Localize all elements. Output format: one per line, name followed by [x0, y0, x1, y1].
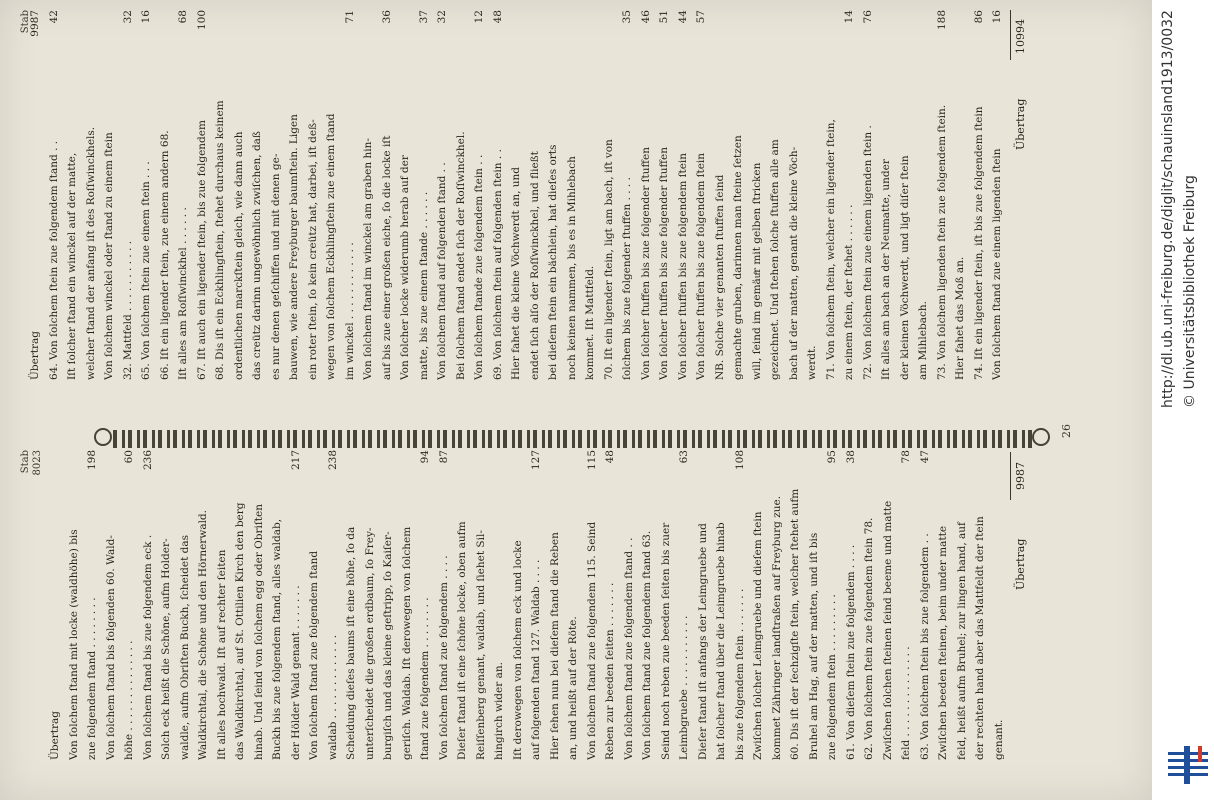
line-text: wegen von ſolchem Eckhlingſtein zue einem ſtand [325, 113, 337, 380]
text-line [603, 450, 617, 760]
text-line [731, 10, 745, 380]
line-text: Hier fahet das Moß an. [954, 256, 966, 380]
text-line [916, 10, 930, 380]
line-text: feld . . . . . . . . . . . . . . [900, 646, 912, 760]
line-text: der kleinen Vöchwerdt, und ligt diſer ſtein [898, 155, 911, 380]
text-line [400, 450, 414, 760]
line-text: Scheidung dieſes baums iſt eine höhe, ſo da [345, 526, 357, 760]
text-line [213, 10, 227, 380]
text-line [435, 10, 449, 380]
line-text: 32. Mattfeld . . . . . . . . . . . [121, 240, 134, 380]
line-text: an, und heißt auf der Röte. [567, 616, 579, 760]
line-text: welcher ſtand der anfang iſt des Roſſwinckhels. [84, 126, 97, 380]
text-line [733, 450, 747, 760]
text-line [677, 450, 691, 760]
line-text: Iſt alles hochwald. Iſt auf rechter ſeiten [215, 549, 228, 760]
stab-value: 115 [585, 450, 598, 471]
text-line [361, 10, 375, 380]
line-text: Von ſolchem ſtand auf folgenden ſtand . . [436, 162, 448, 380]
line-text: kommet Zähringer landſtraßen auf Freyburg zue. [770, 495, 783, 760]
line-text: NB. Solche vier genanten ſtuffen ſeind [713, 174, 726, 380]
stab-value: 14 [843, 10, 855, 24]
text-line [363, 450, 377, 760]
line-text: Von ſolcher ſtuffen bis zue folgendem ſtein [676, 152, 689, 380]
line-text: der rechten hand aber das Mattfeldt der ſtein [974, 516, 986, 760]
line-text: genant. [992, 719, 1005, 760]
line-text: Zwiſchen beeden ſteinen, beim under matte [937, 525, 949, 760]
stab-value: 46 [639, 10, 652, 24]
text-line [990, 10, 1004, 380]
line-text: Zwiſchen ſolchen ſteinen ſeind beeme und matte [881, 500, 894, 760]
university-library-logo [1164, 744, 1210, 786]
stab-value: 9987 [29, 10, 41, 37]
stab-value: 37 [417, 10, 430, 24]
line-text: Von ſolchem ſtand zue folgendem 115. Seind [585, 521, 598, 760]
text-line [252, 450, 266, 760]
text-line [805, 10, 819, 380]
line-text: feld, heißt aufm Bruhel; zur lingen hand, auf [955, 522, 968, 760]
line-text: Von ſolchem ſtand zue folgendem ſtand 63. [641, 530, 653, 760]
stab-value: 87 [437, 450, 450, 464]
text-line [992, 450, 1006, 760]
text-line [862, 450, 876, 760]
line-text: endet ſich alſo der Roſſwinckhel, und fließt [528, 151, 541, 380]
line-text: Reben zur beeden ſeiten . . . . . . . [604, 582, 616, 760]
line-text: 61. Von dieſem ſtein zue folgendem . . . . [844, 544, 857, 760]
text-line [418, 450, 432, 760]
text-line [122, 450, 136, 760]
text-line [898, 10, 912, 380]
stab-value: 36 [380, 10, 393, 24]
line-text: es nur denen geſchiffen und mit denen ge- [269, 153, 282, 380]
text-line [936, 450, 950, 760]
text-line [842, 10, 856, 380]
line-text: im winckel . . . . . . . . . . . . [343, 242, 356, 380]
line-text: gezeichnet. Und ſtehen ſolche ſtuffen alle am [769, 139, 781, 380]
stab-value: 188 [935, 10, 948, 31]
text-line [196, 450, 210, 760]
carry-in-value: 8023 [32, 450, 43, 476]
text-line [696, 450, 710, 760]
text-line [973, 450, 987, 760]
line-text: Von ſolcher locke widerumb herab auf der [399, 155, 411, 380]
line-text: zue folgendem ſtand . . . . . . . . [86, 597, 98, 760]
text-line [657, 10, 671, 380]
stab-value: 127 [530, 450, 542, 471]
line-text: Übertrag [29, 330, 41, 380]
text-line [102, 10, 116, 380]
text-line [918, 450, 932, 760]
text-line [787, 10, 801, 380]
line-text: Iſt derowegen von ſolchem eck und locke [511, 540, 524, 760]
text-line [713, 10, 727, 380]
stab-value: 76 [861, 10, 874, 24]
text-line [343, 10, 357, 380]
text-line [28, 10, 42, 380]
line-text: Von ſolchem ſtand zue folgendem ſtand . . [622, 537, 635, 760]
line-text: 60. Dis iſt der ſechzigſte ſtein, welcher ſtehet aufm [789, 488, 801, 760]
text-line [289, 450, 303, 760]
text-line [639, 10, 653, 380]
stab-value: 95 [826, 450, 838, 464]
line-text: unterſcheidet die großen erdbaum, ſo Frey- [363, 527, 376, 760]
line-text: 74. Iſt ein ligender ſtein, iſt bis zue folgendem ſtein [972, 106, 985, 380]
text-line [844, 450, 858, 760]
stab-value: 32 [121, 10, 134, 24]
line-text: Von ſolcher ſtuffen bis zue folgendem ſtein [695, 152, 707, 380]
stab-value: 198 [86, 450, 98, 471]
line-text: Dieſer ſtand iſt anfangs der Leimgruebe und [696, 523, 709, 760]
line-text: 63. Von ſolchem ſtein bis zue folgendem . . [918, 533, 931, 760]
text-line [546, 10, 560, 380]
source-url[interactable]: http://dl.ub.uni-freiburg.de/diglit/schauinsland1913/0032 [1160, 10, 1176, 408]
line-text: 70. Iſt ein ligender ſtein, ligt am bach, iſt von [602, 139, 615, 380]
line-text: Von ſolchem ſtand bis zue folgendem eck . [141, 534, 154, 760]
text-line [602, 10, 616, 380]
stab-value: 47 [918, 450, 931, 464]
line-text: Leimbgruebe . . . . . . . . . . . [678, 615, 690, 760]
text-line [84, 10, 98, 380]
text-line [326, 450, 340, 760]
text-line [807, 450, 821, 760]
stab-value: 32 [436, 10, 448, 24]
text-line [269, 10, 283, 380]
line-text: Seind noch reben zue beeden ſeiten bis zuer [659, 522, 672, 760]
text-line [565, 10, 579, 380]
line-text: 73. Von ſolchem ligenden ſtein zue folgendem ſtein. [935, 104, 948, 380]
stab-header: Stab [20, 10, 31, 34]
stab-value: 108 [733, 450, 746, 471]
stab-value: 68 [177, 10, 189, 24]
stab-value: 12 [473, 10, 485, 24]
stab-value: 94 [419, 450, 431, 464]
text-line [879, 10, 893, 380]
stab-value: 60 [123, 450, 135, 464]
line-text: bis zue folgendem ſtein . . . . . . . [733, 588, 746, 760]
text-line [972, 10, 986, 380]
stab-value: 100 [195, 10, 208, 31]
text-line [47, 10, 61, 380]
text-line [566, 450, 580, 760]
line-text: Von ſolchem ſtande zue folgendem ſtein . . [473, 154, 485, 380]
line-text: geriſch. Waldab. Iſt derowegen von ſolchem [400, 526, 413, 760]
sum-rule [1010, 10, 1011, 60]
text-line [585, 450, 599, 760]
sum-rule [1010, 452, 1011, 500]
text-line [176, 10, 190, 380]
text-line [159, 450, 173, 760]
stab-value: 86 [972, 10, 985, 24]
line-text: das Waldkirchtal, auf St. Ottilien Kirch den berg [234, 502, 246, 760]
line-text: Von ſolchem ſtand zue einem ligenden ſtein [991, 148, 1003, 380]
stab-value: 57 [695, 10, 707, 24]
text-line [250, 10, 264, 380]
line-text: zu einem ſtein, der ſtehet . . . . . . [843, 204, 855, 380]
text-line [454, 10, 468, 380]
stab-value: 16 [140, 10, 152, 24]
stab-value: 42 [47, 10, 60, 24]
text-line [85, 450, 99, 760]
text-line [306, 10, 320, 380]
text-line [768, 10, 782, 380]
line-text: Von ſolcher ſtuffen bis zue folgender ſtuffen [658, 147, 670, 380]
text-line [48, 450, 62, 760]
text-line [899, 450, 913, 760]
line-text: burgiſch und das kleine geſtripp, ſo Kaiſer- [382, 531, 394, 760]
line-text: Von ſolchem ſtand mit locke (waldhöhe) bis [67, 529, 80, 760]
line-text: der Hölder Wald genant . . . . . . . [289, 585, 302, 760]
stab-value: 51 [658, 10, 670, 24]
sidebar-text-block [1152, 0, 1214, 800]
line-text: Von ſolchem ſtand zue folgendem ſtand [308, 550, 320, 760]
line-text: Von ſolchem ſtand im winckel am graben hin- [362, 138, 374, 380]
copyright-notice: © Universitätsbibliothek Freiburg [1182, 175, 1198, 408]
line-text: will, ſeind im gemäuͤr mit gelben ſtricken [750, 162, 763, 380]
text-line [195, 10, 209, 380]
stab-value: 48 [491, 10, 504, 24]
carry-out-value: 9987 [1014, 462, 1027, 490]
text-line [511, 450, 525, 760]
text-line [178, 450, 192, 760]
line-text: Zwiſchen ſolcher Leimgruebe und dieſem ſtein [752, 511, 764, 760]
line-text: Von ſolcher ſtuffen bis zue folgender ſtuffen [639, 147, 652, 380]
text-line [861, 10, 875, 380]
line-text: 62. Von ſolchem ſtein zue folgendem ſtein 78. [863, 517, 875, 760]
line-text: bauwen, wie andere Freyburger baumſtein. Ligen [288, 114, 300, 380]
line-text: gemachte gruben, darinnen man ſteine ſetzen [732, 135, 744, 380]
line-text: Bruhel am Hag, auf der matten, und iſt bis [807, 532, 820, 760]
carry-out-value: 10994 [1014, 19, 1027, 54]
text-line [881, 450, 895, 760]
ornamental-divider [112, 430, 1032, 448]
line-text: ordentlichen marckſtein gleich, wie dann auch [232, 131, 245, 380]
text-line [676, 10, 690, 380]
line-text: hinab. Und ſeind von ſolchem egg oder Obriſten [252, 504, 265, 760]
text-line [770, 450, 784, 760]
line-text: werdt. [806, 345, 818, 380]
text-line [474, 450, 488, 760]
line-text: das creütz darinn ungewöhnlich zwiſchen, daß [251, 131, 263, 380]
line-text: Solch eck heißt die Schöne, aufm Holder- [160, 538, 172, 760]
text-line [491, 10, 505, 380]
text-line [215, 450, 229, 760]
text-line [417, 10, 431, 380]
text-line [380, 10, 394, 380]
line-text: Waldkirchtal, die Schöne und den Hörnerwald. [197, 510, 209, 760]
line-text: Hier ſehen nun bei dieſem ſtand die Reben [548, 532, 561, 760]
text-line [788, 450, 802, 760]
text-line [714, 450, 728, 760]
text-line [287, 10, 301, 380]
text-line [750, 10, 764, 380]
line-text: 68. Dis iſt ein Eckhlingſtein, ſtehet durchaus keinem [214, 100, 226, 380]
stab-value: 48 [604, 450, 616, 464]
stab-value: 78 [900, 450, 912, 464]
text-line [307, 450, 321, 760]
line-text: kommet. Iſt Mattfeld. [584, 265, 596, 380]
text-line [694, 10, 708, 380]
text-line [141, 450, 155, 760]
text-line [640, 450, 654, 760]
text-line [121, 10, 135, 380]
text-line [622, 450, 636, 760]
line-text: ſtand zue folgendem . . . . . . . . [419, 597, 431, 760]
line-text: zue folgendem ſtein . . . . . . . . . [826, 594, 838, 760]
line-text: hat ſolcher ſtand über die Leimgruebe hinab [715, 522, 727, 760]
line-text: Buckh bis zue folgendem ſtand, alles waldab, [271, 518, 283, 760]
line-text: noch keinen nammen, bis es in Mihlebach [565, 156, 578, 380]
text-line [620, 10, 634, 380]
text-line [65, 10, 79, 380]
line-text: bach uf der matten, genant die kleine Vöch- [787, 146, 800, 380]
text-line [324, 10, 338, 380]
text-line [344, 450, 358, 760]
line-text: Iſt ſolcher ſtand ein winckel auf der matte, [66, 152, 78, 380]
text-line [492, 450, 506, 760]
line-text: matte, bis zue einem ſtande . . . . . . [417, 191, 430, 380]
line-text: waldle, aufm Obriſten Buckh, ſcheidet das [178, 534, 191, 760]
line-text: Iſt alles am Roſſwinckhel . . . . . . [177, 207, 189, 380]
line-text: Von ſolchem winckel oder ſtand zu einem ſtein [103, 132, 115, 380]
line-text: 66. Iſt ein ligender ſtein, zue einem andern 68. [158, 130, 171, 380]
line-text: waldab . . . . . . . . . . . . . [326, 634, 339, 760]
stab-value: 16 [991, 10, 1003, 24]
line-text: ſolchem bis zue folgender ſtuffen . . . . [621, 177, 633, 380]
text-line [953, 10, 967, 380]
text-line [751, 450, 765, 760]
line-text: hingirch wider an. [493, 662, 505, 760]
stab-value: 236 [141, 450, 154, 471]
line-text: 69. Von ſolchem ſtein auf folgenden ſtein . . [491, 149, 504, 380]
line-text: Übertrag [49, 710, 61, 760]
stab-value: 38 [844, 450, 857, 464]
text-line [935, 10, 949, 380]
text-line [398, 10, 412, 380]
text-line [455, 450, 469, 760]
stab-header: Stab [20, 450, 31, 474]
stab-value: 217 [289, 450, 302, 471]
text-line [528, 10, 542, 380]
line-text: Von ſolchem ſtand zue folgendem . . . . [437, 555, 450, 760]
text-line [824, 10, 838, 380]
line-text: bei dieſem ſtein ein bächlein, hat dieſes orts [547, 144, 559, 380]
library-sidebar [1152, 0, 1214, 800]
line-text: Iſt alles am bach an der Neumatte, under [880, 159, 892, 380]
stab-value: 71 [343, 10, 356, 24]
text-line [955, 450, 969, 760]
line-text: 67. Iſt auch ein ligender ſtein, bis zue folgendem [195, 120, 208, 380]
text-line [548, 450, 562, 760]
carry-out-label: Übertrag [1014, 98, 1027, 150]
line-text: höhe . . . . . . . . . . . . . . [123, 640, 135, 760]
text-line [139, 10, 153, 380]
text-line [472, 10, 486, 380]
line-text: 72. Von ſolchem ſtein zue einem ligenden ſtein . [861, 125, 874, 380]
text-line [437, 450, 451, 760]
line-text: Reiſſenberg genant, waldab, und ſiehet Sil- [474, 530, 487, 760]
text-line [232, 10, 246, 380]
line-text: 64. Von ſolchem ſtein zue folgendem ſtand . . [47, 140, 60, 380]
line-text: Hier fahet die kleine Vöchwerdt an, und [510, 166, 522, 380]
line-text: ein roter ſtein, ſo kein creütz hat, darbei, iſt deß- [306, 119, 319, 380]
text-line [158, 10, 172, 380]
line-text: auf bis zue einer großen eiche, ſo die locke iſt [380, 135, 393, 380]
page-number: 26 [1060, 424, 1073, 438]
line-text: am Mihlebach. [917, 301, 929, 380]
text-line [233, 450, 247, 760]
line-text: 71. Von ſolchem ſtein, welcher ein ligender ſtein, [824, 119, 837, 380]
text-line [104, 450, 118, 760]
line-text: 65. Von ſolchem ſtein zue einem ſtein . . . [140, 161, 152, 380]
line-text: Dieſer ſtand iſt eine ſchöne locke, oben aufm [456, 521, 468, 760]
text-line [67, 450, 81, 760]
line-text: auf folgenden ſtand 127. Waldab . . . . [530, 559, 542, 760]
stab-value: 44 [676, 10, 689, 24]
line-text: Von ſolchem ſtand bis folgenden 60. Wald- [104, 535, 117, 760]
text-line [270, 450, 284, 760]
stab-value: 63 [678, 450, 690, 464]
text-line [583, 10, 597, 380]
text-line [825, 450, 839, 760]
stab-value: 238 [326, 450, 339, 471]
text-line [659, 450, 673, 760]
line-text: Bei ſolchem ſtand endet ſich der Roſſwinckhel. [454, 131, 467, 380]
text-line [529, 450, 543, 760]
text-line [381, 450, 395, 760]
text-line [509, 10, 523, 380]
carry-out-label: Übertrag [1014, 538, 1027, 590]
stab-value: 35 [621, 10, 633, 24]
